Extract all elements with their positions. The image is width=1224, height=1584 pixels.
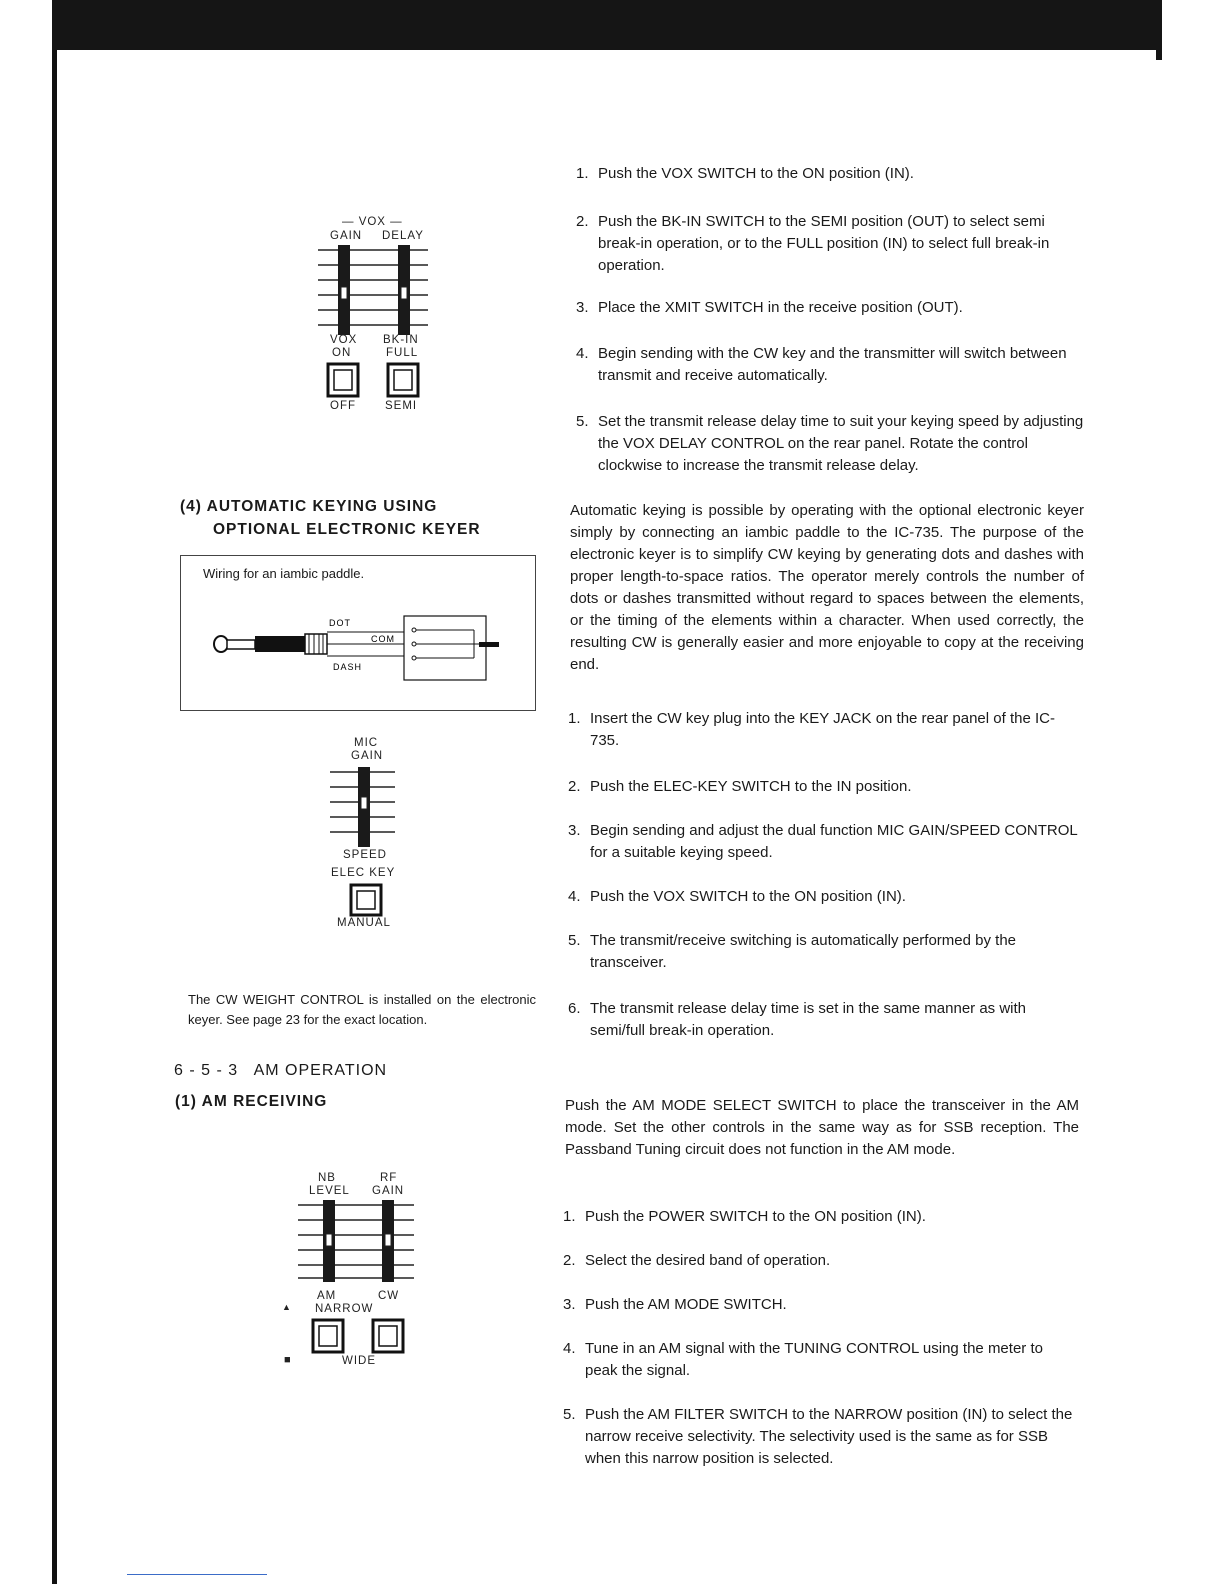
footnote-rule: [127, 1574, 267, 1575]
bkin-switch[interactable]: [388, 364, 418, 396]
speed-label: SPEED: [343, 849, 387, 861]
wide-label: WIDE: [342, 1355, 377, 1367]
am-intro: Push the AM MODE SELECT SWITCH to place the transceiver in the AM mode. Set the other controls in the same way as for SSB reception. The Passband Tuning circuit does not function in the AM mode.: [565, 1097, 1079, 1158]
mic-label: MIC: [354, 737, 379, 749]
scan-margin-left: [0, 0, 52, 1584]
delay-label: DELAY: [382, 230, 424, 242]
com-label: COM: [371, 634, 395, 644]
cw-filter-switch[interactable]: [373, 1320, 403, 1352]
list-item: 3. Place the XMIT SWITCH in the receive position (OUT).: [576, 299, 963, 316]
list-item: 3. Push the AM MODE SWITCH.: [563, 1296, 787, 1313]
am-label: AM: [317, 1290, 337, 1302]
scan-edge-strip: [52, 0, 57, 1584]
list-item: 1. Push the POWER SWITCH to the ON position (IN).: [563, 1208, 926, 1225]
nb-level-label: LEVEL: [309, 1185, 350, 1197]
list-item: 3. Begin sending and adjust the dual function MIC GAIN/SPEED CONTROL for a suitable keying speed.: [568, 822, 1078, 861]
vox-on-label-2: ON: [332, 347, 352, 359]
section-am-operation: 6 - 5 - 3 AM OPERATION: [174, 1062, 388, 1079]
list-item: 4. Tune in an AM signal with the TUNING CONTROL using the meter to peak the signal.: [563, 1340, 1043, 1379]
narrow-label: NARROW: [315, 1303, 374, 1315]
list-item: 2. Push the BK-IN SWITCH to the SEMI position (OUT) to select semi break-in operation, or to the FULL position (IN) to select full break-in operation.: [576, 213, 1050, 274]
am-steps: [563, 1206, 1079, 1486]
paddle-wiring-diagram: [209, 606, 509, 686]
heading-am-receiving: (1) AM RECEIVING: [175, 1093, 328, 1110]
scan-edge-corner: [1156, 0, 1162, 60]
vox-switch-buttons: [324, 362, 434, 400]
am-switch-buttons: [310, 1318, 420, 1356]
list-item: 4. Begin sending with the CW key and the transmitter will switch between transmit and receive automatically.: [576, 345, 1067, 384]
vox-steps: [576, 163, 1088, 483]
heading-line-2: OPTIONAL ELECTRONIC KEYER: [213, 521, 481, 538]
vox-switch[interactable]: [328, 364, 358, 396]
list-item: 6. The transmit release delay time is set in the same manner as with semi/full break-in operation.: [568, 1000, 1027, 1039]
vox-panel: [310, 212, 450, 422]
vox-sliders: [310, 245, 450, 340]
wide-down-icon: ■: [284, 1354, 292, 1366]
list-item: 5. Push the AM FILTER SWITCH to the NARROW position (IN) to select the narrow receive selectivity. The selectivity used is the same as for SSB when this narrow position is selected.: [563, 1406, 1073, 1467]
am-panel: [282, 1170, 430, 1375]
list-item: 2. Select the desired band of operation.: [563, 1252, 831, 1269]
vox-bracket-label: — VOX —: [342, 216, 403, 228]
mic-panel: [325, 735, 415, 935]
bkin-full-label-1: BK-IN: [383, 334, 419, 346]
mic-gain-label: GAIN: [351, 750, 384, 762]
cw-label: CW: [378, 1290, 400, 1302]
rf-label: RF: [380, 1172, 398, 1184]
heading-line-1: (4) AUTOMATIC KEYING USING: [180, 498, 438, 515]
elec-key-label: ELEC KEY: [331, 867, 396, 879]
wiring-diagram-box: [180, 555, 536, 711]
elec-key-switch-wrap: [347, 883, 387, 919]
am-filter-switch[interactable]: [313, 1320, 343, 1352]
list-item: 5. The transmit/receive switching is automatically performed by the transceiver.: [568, 932, 1017, 971]
rf-gain-label: GAIN: [372, 1185, 405, 1197]
am-sliders: [290, 1200, 430, 1285]
vox-on-label-1: VOX: [330, 334, 358, 346]
list-item: 2. Push the ELEC-KEY SWITCH to the IN position.: [568, 778, 912, 795]
nb-label: NB: [318, 1172, 336, 1184]
mic-gain-slider: [325, 767, 415, 852]
list-item: 1. Push the VOX SWITCH to the ON position (IN).: [576, 165, 914, 182]
wiring-title: Wiring for an iambic paddle.: [203, 566, 365, 581]
scan-edge-top: [52, 0, 1224, 50]
keyer-intro: Automatic keying is possible by operating with the optional electronic keyer simply by connecting an iambic paddle to the IC-735. The purpose of the electronic keyer is to simplify CW keying by generating dots and dashes with proper length-to-space ratios. The operator merely controls the number of dots or dashes transmitted without regard to spaces between the elements, or the timing of the elements within a character. When used correctly, the resulting CW is generally easier and more enjoyable to copy at the receiving end.: [570, 502, 1084, 673]
cw-weight-note: The CW WEIGHT CONTROL is installed on the electronic keyer. See page 23 for the exact location.: [188, 992, 536, 1027]
keyer-steps: [568, 708, 1084, 1048]
scan-margin-right: [1162, 0, 1224, 1584]
manual-label: MANUAL: [337, 917, 391, 929]
bkin-semi-label: SEMI: [385, 400, 418, 412]
dash-label: DASH: [333, 662, 363, 672]
list-item: 4. Push the VOX SWITCH to the ON position (IN).: [568, 888, 906, 905]
bkin-full-label-2: FULL: [386, 347, 419, 359]
list-item: 5. Set the transmit release delay time to suit your keying speed by adjusting the VOX DELAY CONTROL on the rear panel. Rotate the control clockwise to increase the transmit release delay.: [576, 413, 1084, 474]
dot-label: DOT: [329, 618, 351, 628]
narrow-up-icon: ▲: [282, 1302, 292, 1312]
vox-off-label: OFF: [330, 400, 356, 412]
gain-label: GAIN: [330, 230, 363, 242]
heading-automatic-keying: [180, 495, 530, 541]
elec-key-switch[interactable]: [351, 885, 381, 915]
list-item: 1. Insert the CW key plug into the KEY JACK on the rear panel of the IC-735.: [568, 710, 1055, 749]
